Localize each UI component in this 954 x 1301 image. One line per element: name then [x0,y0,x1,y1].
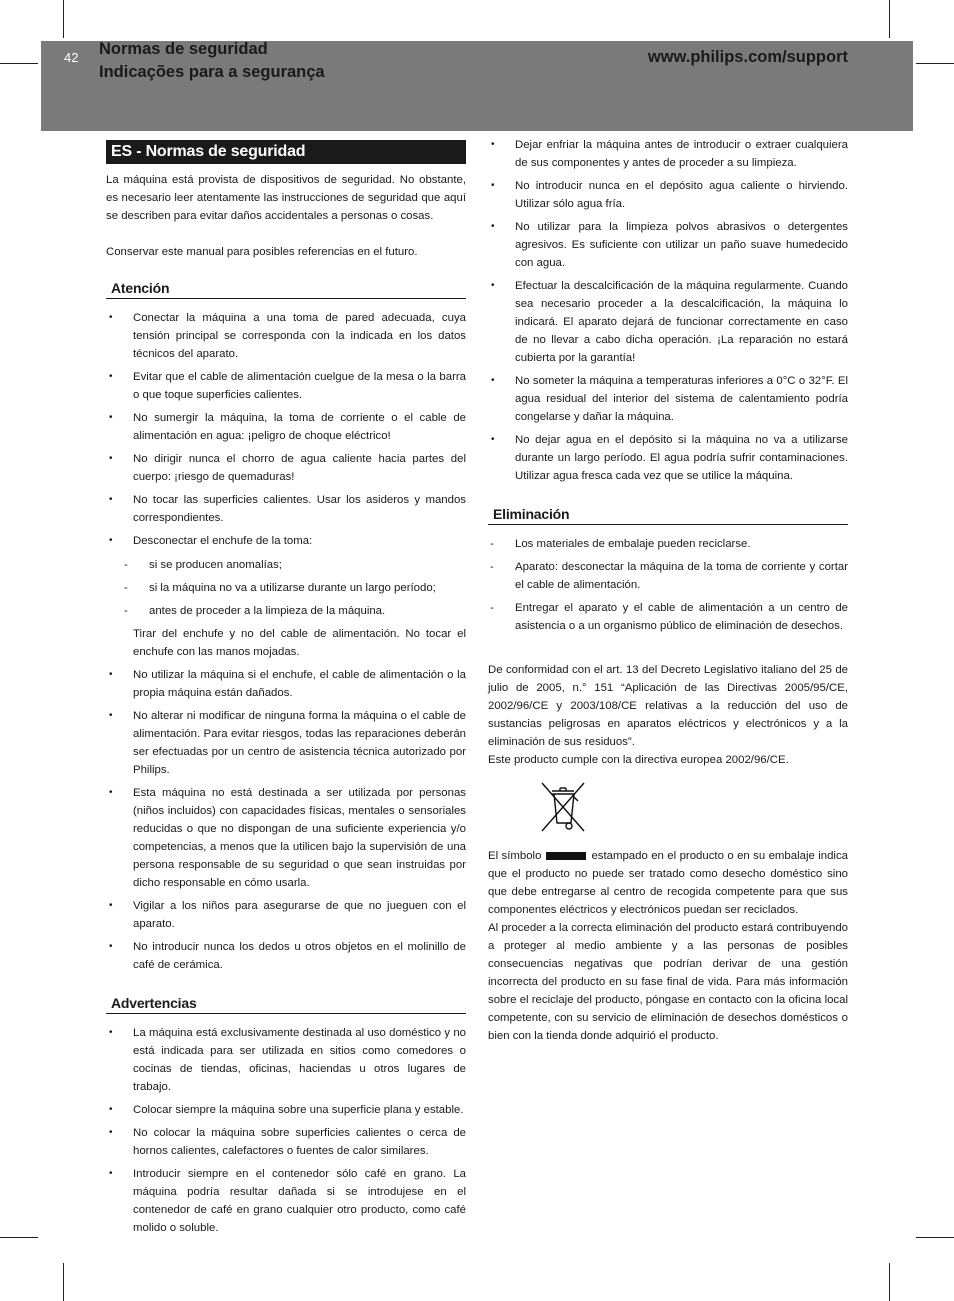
continued-list [488,136,848,485]
list-item: - Entregar el aparato y el cable de alimentación a un centro de asistencia o a un organismo público de eliminación de desechos. [488,599,848,635]
list-item: • No colocar la máquina sobre superficies calientes o cerca de hornos calientes, calefactores o fuentes de calor similares. [106,1124,466,1160]
symbol-text-before: El símbolo [488,850,542,862]
list-item: • No tocar las superficies calientes. Usar los asideros y mandos correspondientes. [106,491,466,527]
decree-paragraph: De conformidad con el art. 13 del Decreto Legislativo italiano del 25 de julio de 2005, n.° 151 “Aplicación de las Directivas 2005/95/CE, 2002/96/CE y 2003/108/CE relativas a la reducción del uso de sustancias peligrosas en aparatos eléctricos y electrónicos y a la eliminación de sus residuos”. [488,664,848,748]
compliance-statement: Este producto cumple con la directiva europea 2002/96/CE. [488,754,789,766]
crop-mark [63,0,64,38]
advertencias-list [106,1024,466,1237]
list-item: • Efectuar la descalcificación de la máquina regularmente. Cuando sea necesario proceder a la descalcificación, la máquina lo indicará. El aparato dejará de funcionar correctamente en caso de no llevar a cabo dicha operación. ¡La reparación no estará cubierta por la garantía! [488,277,848,367]
sub-item: - antes de proceder a la limpieza de la máquina. [132,602,466,620]
list-item: • No dejar agua en el depósito si la máquina no va a utilizarse durante un largo período. El agua podría sufrir contaminaciones. Utilizar agua fresca cada vez que se utilice la máquina. [488,431,848,485]
list-item-unplug [106,532,466,661]
crop-mark [916,63,954,64]
list-item: • Colocar siempre la máquina sobre una superficie plana y estable. [106,1101,466,1119]
page-number: 42 [64,50,79,65]
list-item: • No sumergir la máquina, la toma de corriente o el cable de alimentación en agua: ¡peligro de choque eléctrico! [106,409,466,445]
list-item: • No alterar ni modificar de ninguna forma la máquina o el cable de alimentación. Para evitar riesgos, todas las reparaciones deberán ser efectuadas por un centro de asistencia técnica autorizado por Philips. [106,707,466,779]
crop-mark [916,1237,954,1238]
crop-mark [889,0,890,38]
crossed-out-wheelie-bin-icon [538,781,588,833]
header-titles [99,38,325,84]
list-item: • Introducir siempre en el contenedor sólo café en grano. La máquina podría resultar dañada si se introdujese en el contenedor de café en grano cualquier otro producto, como café molido o soluble. [106,1165,466,1237]
unplug-text: Desconectar el enchufe de la toma: [133,535,313,547]
list-item: • Evitar que el cable de alimentación cuelgue de la mesa o la barra o que toque superficies calientes. [106,368,466,404]
unplug-continuation: Tirar del enchufe y no del cable de alimentación. No tocar el enchufe con las manos mojadas. [133,628,466,658]
crop-mark [0,63,38,64]
left-column [106,140,466,1242]
weee-symbol-block [488,781,848,839]
list-item: - Aparato: desconectar la máquina de la toma de corriente y cortar el cable de alimentación. [488,558,848,594]
list-item: - Los materiales de embalaje pueden reciclarse. [488,535,848,553]
closing-paragraph: Al proceder a la correcta eliminación del producto estará contribuyendo a proteger al medio ambiente y a las personas de posibles consecuencias negativas que podrían derivar de una gestión incorrecta del producto en su fase final de vida. Para más información sobre el reciclaje del producto, póngase en contacto con la oficina local competente, con su servicio de eliminación de desechos domésticos o bien con la tienda donde adquirió el producto. [488,922,848,1042]
atencion-list [106,309,466,974]
crop-mark [63,1263,64,1301]
support-url: www.philips.com/support [647,48,848,66]
list-item: • La máquina está exclusivamente destinada al uso doméstico y no está indicada para ser utilizada en sitios como comedores o cocinas de tiendas, oficinas, haciendas u otros lugares de trabajo. [106,1024,466,1096]
crop-mark [889,1263,890,1301]
intro-paragraph: La máquina está provista de dispositivos de seguridad. No obstante, es necesario leer atentamente las instrucciones de seguridad que aquí se describen para evitar daños accidentales a personas o cosas. [106,174,466,222]
list-item: • No utilizar la máquina si el enchufe, el cable de alimentación o la propia máquina están dañados. [106,666,466,702]
intro-paragraph: Conservar este manual para posibles referencias en el futuro. [106,246,418,258]
list-item: • No utilizar para la limpieza polvos abrasivos o detergentes agresivos. Es suficiente con utilizar un paño suave humedecido con agua. [488,218,848,272]
symbol-text-after: estampado en el producto o en su embalaje indica que el producto no puede ser tratado como desecho doméstico sino que debe entregarse al centro de recogida competente para que sus componentes eléctricos y electrónicos puedan ser reciclados. [488,850,848,916]
unplug-sublist [133,556,466,620]
header-title-pt: Indicações para a segurança [99,63,325,81]
section-title-eliminacion: Eliminación [488,505,848,525]
right-column [488,136,848,1045]
crop-mark [0,1237,38,1238]
list-item: • No introducir nunca en el depósito agua caliente o hirviendo. Utilizar sólo agua fría. [488,177,848,213]
list-item: • Dejar enfriar la máquina antes de introducir o extraer cualquiera de sus componentes y antes de proceder a su limpieza. [488,136,848,172]
list-item: • Conectar la máquina a una toma de pared adecuada, cuya tensión principal se corresponda con la indicada en los datos técnicos del aparato. [106,309,466,363]
inline-black-bar [546,852,586,860]
sub-item: - si la máquina no va a utilizarse durante un largo período; [132,579,466,597]
list-item: • Vigilar a los niños para asegurarse de que no jueguen con el aparato. [106,897,466,933]
list-item: • No someter la máquina a temperaturas inferiores a 0°C o 32°F. El agua residual del interior del sistema de calentamiento podría congelarse y dañar la máquina. [488,372,848,426]
symbol-paragraph [488,847,848,919]
list-item: • Esta máquina no está destinada a ser utilizada por personas (niños incluidos) con capacidades físicas, mentales o sensoriales reducidas o que no dispongan de una suficiente experiencia y/o competencias, a menos que la utilicen bajo la supervisión de una persona responsable de su seguridad o que sean instruidas por dicho responsable en cómo usarla. [106,784,466,892]
sub-item: - si se producen anomalías; [132,556,466,574]
list-item: • No introducir nunca los dedos u otros objetos en el molinillo de café de cerámica. [106,938,466,974]
section-title-atencion: Atención [106,279,466,299]
section-title-advertencias: Advertencias [106,994,466,1014]
main-title: ES - Normas de seguridad [106,140,466,164]
header-title-es: Normas de seguridad [99,40,268,58]
eliminacion-list [488,535,848,635]
list-item: • No dirigir nunca el chorro de agua caliente hacia partes del cuerpo: ¡riesgo de quemaduras! [106,450,466,486]
